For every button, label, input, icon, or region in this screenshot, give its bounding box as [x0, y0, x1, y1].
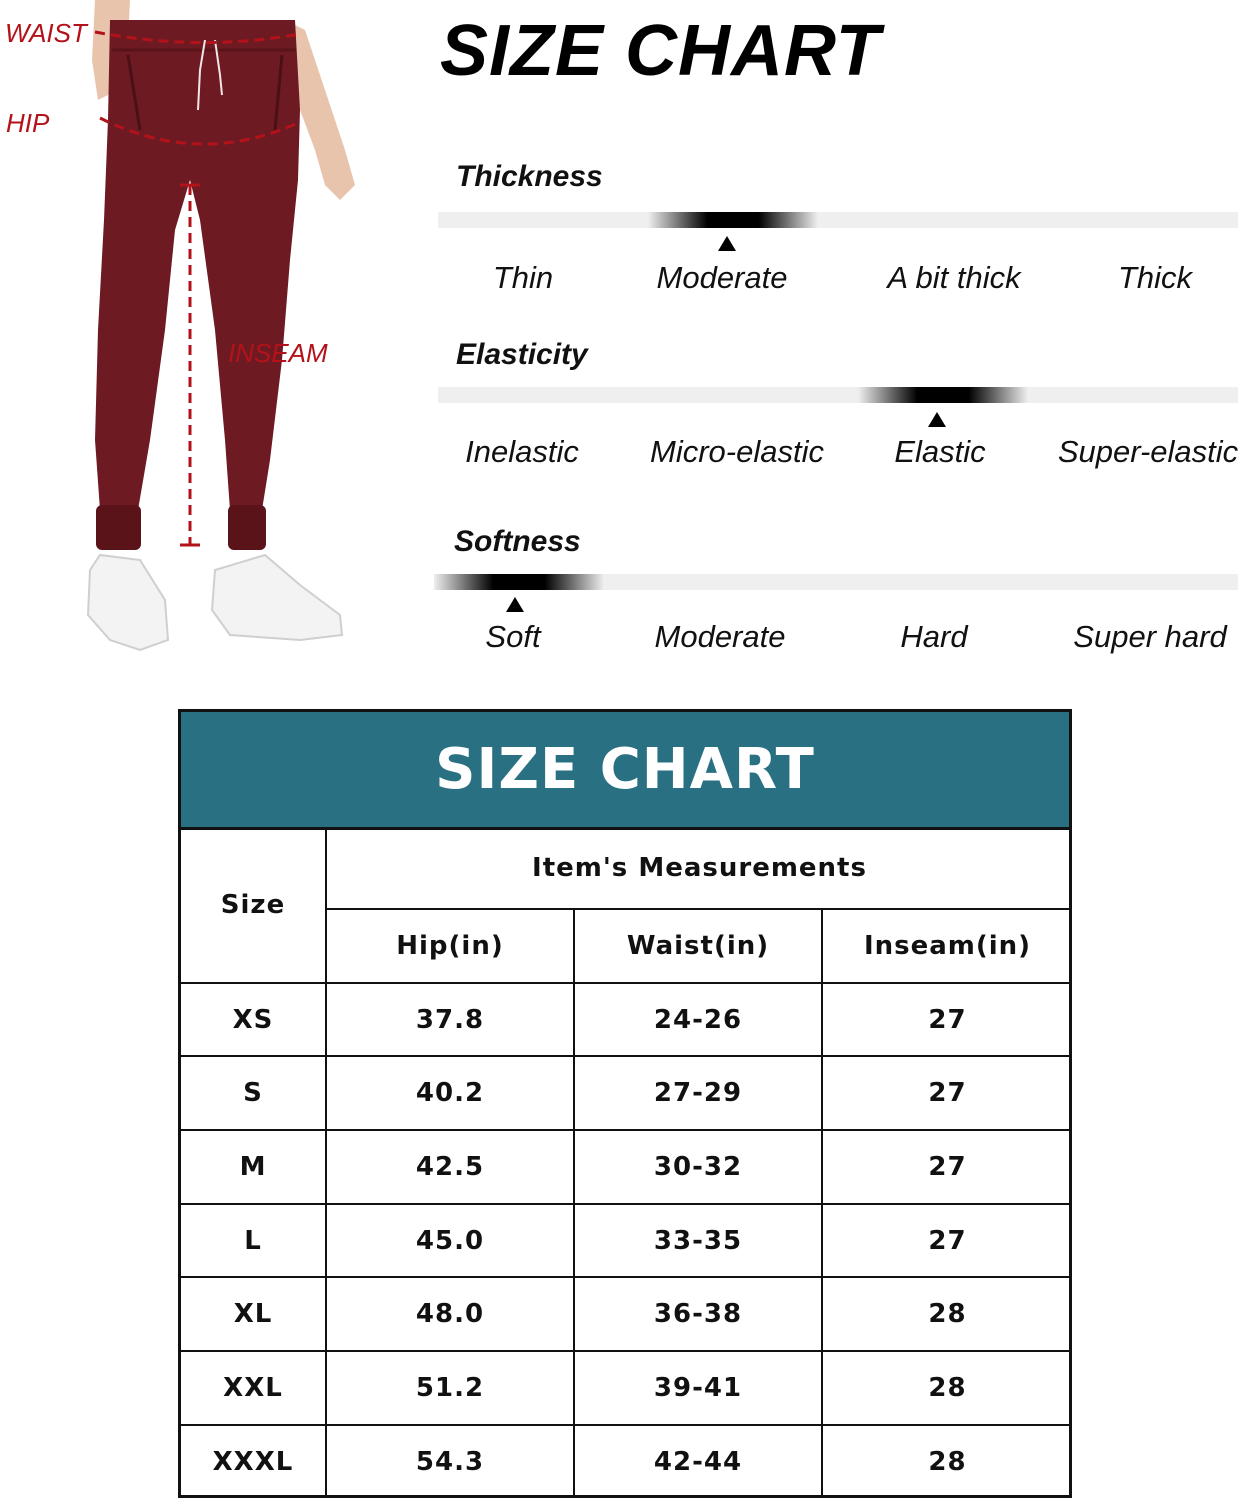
thickness-arrow-icon — [718, 236, 736, 251]
size-cell: L — [244, 1225, 262, 1256]
right-cuff — [228, 505, 266, 550]
pants-body — [95, 20, 300, 510]
elasticity-title: Elasticity — [456, 338, 588, 371]
elasticity-bar — [438, 387, 1238, 403]
inseam-header: Inseam(in) — [863, 931, 1032, 961]
hip-cell: 54.3 — [415, 1447, 485, 1477]
inseam-cell: 27 — [928, 1225, 967, 1256]
inseam-cell: 27 — [928, 1078, 967, 1108]
table-header — [181, 712, 1069, 830]
softness-option: Super hard — [1073, 619, 1227, 654]
inseam-cell: 27 — [928, 1004, 967, 1035]
elasticity-option: Elastic — [894, 434, 986, 469]
softness-arrow-icon — [506, 597, 524, 612]
softness-marker — [434, 574, 604, 590]
pants-illustration — [0, 0, 370, 660]
waist-cell: 39-41 — [653, 1373, 743, 1403]
elasticity-option: Super-elastic — [1057, 434, 1239, 469]
inseam-cell: 28 — [928, 1299, 967, 1329]
hip-cell: 40.2 — [415, 1078, 485, 1108]
hip-cell: 37.8 — [415, 1004, 485, 1035]
inseam-cell: 28 — [928, 1447, 967, 1477]
measurements-header: Item's Measurements — [532, 852, 867, 883]
size-table — [178, 709, 1072, 1498]
size-cell: XXXL — [212, 1447, 294, 1477]
waist-cell: 24-26 — [653, 1004, 743, 1035]
hip-cell: 51.2 — [415, 1373, 485, 1403]
page-title: SIZE CHART — [440, 11, 881, 91]
thickness-bar — [438, 212, 1238, 228]
waist-label: WAIST — [5, 18, 87, 48]
thickness-option: Moderate — [656, 260, 788, 295]
waist-cell: 36-38 — [653, 1299, 743, 1329]
hip-cell: 45.0 — [415, 1225, 485, 1256]
softness-title: Softness — [454, 525, 581, 558]
thickness-option: A bit thick — [887, 260, 1021, 295]
inseam-label: INSEAM — [228, 338, 328, 368]
table-title: SIZE CHART — [435, 737, 815, 802]
waist-cell: 30-32 — [653, 1152, 743, 1182]
size-cell: XXL — [223, 1373, 283, 1403]
softness-option: Moderate — [654, 619, 786, 654]
softness-bar — [434, 574, 1238, 590]
elasticity-option: Inelastic — [465, 434, 579, 469]
size-header: Size — [220, 889, 286, 920]
inseam-cell: 27 — [928, 1152, 967, 1182]
left-shoe — [88, 555, 168, 650]
thickness-option: Thin — [492, 260, 554, 295]
thickness-option: Thick — [1117, 260, 1193, 295]
thickness-title: Thickness — [456, 160, 603, 193]
waist-header: Waist(in) — [626, 931, 770, 961]
size-cell: XS — [232, 1004, 274, 1035]
size-cell: M — [239, 1152, 267, 1182]
waist-cell: 42-44 — [653, 1447, 743, 1477]
right-shoe — [212, 555, 342, 640]
hip-label: HIP — [6, 108, 50, 138]
waist-cell: 33-35 — [653, 1225, 743, 1256]
size-cell: XL — [233, 1299, 273, 1329]
hip-cell: 48.0 — [415, 1299, 485, 1329]
waist-cell: 27-29 — [653, 1078, 743, 1108]
elasticity-arrow-icon — [928, 412, 946, 427]
thickness-marker — [648, 212, 818, 228]
hip-header: Hip(in) — [396, 931, 504, 961]
left-cuff — [96, 505, 141, 550]
inseam-cell: 28 — [928, 1373, 967, 1403]
hip-cell: 42.5 — [415, 1152, 485, 1182]
elasticity-marker — [858, 387, 1028, 403]
softness-option: Hard — [900, 619, 968, 654]
elasticity-option: Micro-elastic — [650, 434, 824, 469]
size-cell: S — [243, 1078, 263, 1108]
softness-option: Soft — [485, 619, 541, 654]
model-figure — [0, 0, 370, 660]
